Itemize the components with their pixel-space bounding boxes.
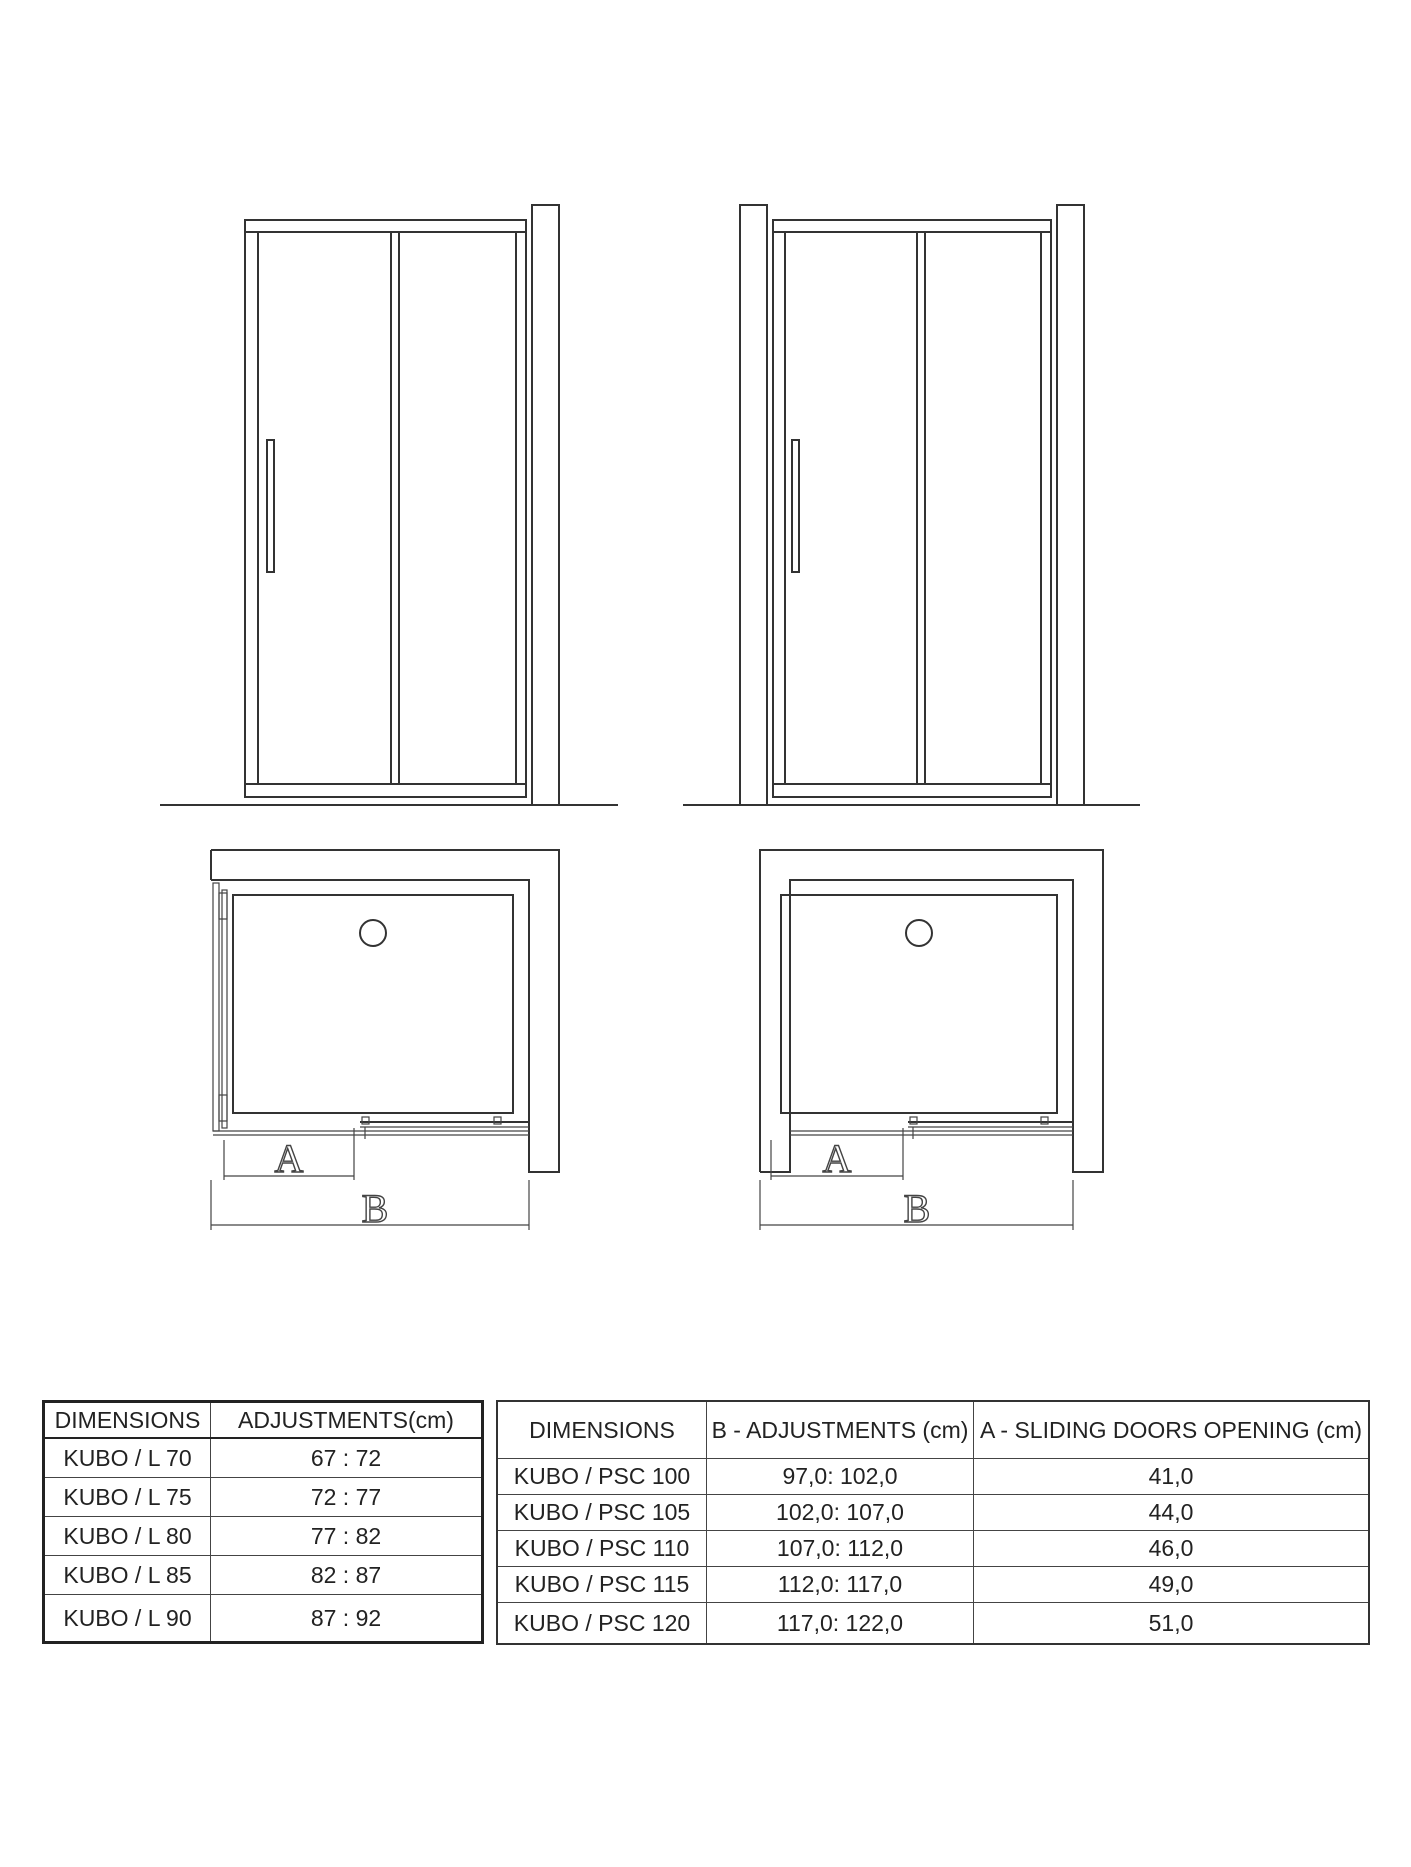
cell-adjustment: 72 : 77	[211, 1478, 483, 1517]
wall-u-shape	[760, 850, 1103, 1172]
dimension-label-a: A	[822, 1136, 852, 1181]
plan-view-right	[760, 850, 1103, 1231]
cell-dimension: KUBO / L 75	[44, 1478, 211, 1517]
cell-dimension: KUBO / L 80	[44, 1517, 211, 1556]
wall-panel	[532, 205, 559, 805]
cell-b-adjustment: 102,0: 107,0	[707, 1495, 974, 1531]
table-row	[497, 1567, 1369, 1603]
cell-b-adjustment: 117,0: 122,0	[707, 1603, 974, 1645]
table-row	[44, 1595, 483, 1643]
cell-dimension: KUBO / PSC 120	[497, 1603, 707, 1645]
table-header-row	[497, 1401, 1369, 1459]
door-handle	[792, 440, 799, 572]
table-row	[44, 1478, 483, 1517]
table-row	[44, 1517, 483, 1556]
cell-a-opening: 44,0	[974, 1495, 1370, 1531]
header-dimensions: DIMENSIONS	[44, 1402, 211, 1439]
dimension-label-b: B	[361, 1186, 389, 1231]
front-elevation-right	[683, 205, 1140, 805]
table-row	[497, 1531, 1369, 1567]
shower-tray	[781, 895, 1057, 1113]
wall-panel-left	[740, 205, 767, 805]
door-handle	[267, 440, 274, 572]
wall-l-shape	[211, 850, 559, 1172]
table-row	[497, 1495, 1369, 1531]
front-elevation-left	[160, 205, 618, 805]
header-dimensions: DIMENSIONS	[497, 1401, 707, 1459]
shower-tray	[233, 895, 513, 1113]
table-row	[497, 1459, 1369, 1495]
cell-adjustment: 67 : 72	[211, 1438, 483, 1478]
drain-icon	[360, 920, 386, 946]
cell-a-opening: 49,0	[974, 1567, 1370, 1603]
table-row	[44, 1556, 483, 1595]
wall-panel-right	[1057, 205, 1084, 805]
cell-a-opening: 46,0	[974, 1531, 1370, 1567]
door-frame-inner	[258, 232, 516, 784]
header-b-adjustments: B - ADJUSTMENTS (cm)	[707, 1401, 974, 1459]
cell-dimension: KUBO / L 85	[44, 1556, 211, 1595]
header-adjustments: ADJUSTMENTS(cm)	[211, 1402, 483, 1439]
adjustments-table-l	[42, 1400, 484, 1644]
cell-b-adjustment: 107,0: 112,0	[707, 1531, 974, 1567]
door-frame-outer	[773, 220, 1051, 797]
cell-a-opening: 41,0	[974, 1459, 1370, 1495]
door-frame-inner	[785, 232, 1041, 784]
table-row	[497, 1603, 1369, 1645]
cell-adjustment: 77 : 82	[211, 1517, 483, 1556]
drain-icon	[906, 920, 932, 946]
table-header-row	[44, 1402, 483, 1439]
adjustments-table-psc	[496, 1400, 1370, 1645]
door-frame-outer	[245, 220, 526, 797]
cell-dimension: KUBO / PSC 110	[497, 1531, 707, 1567]
cell-dimension: KUBO / PSC 105	[497, 1495, 707, 1531]
table-row	[44, 1438, 483, 1478]
cell-dimension: KUBO / PSC 115	[497, 1567, 707, 1603]
cell-adjustment: 87 : 92	[310, 1604, 382, 1631]
cell-dimension: KUBO / L 70	[44, 1438, 211, 1478]
header-a-opening: A - SLIDING DOORS OPENING (cm)	[974, 1401, 1370, 1459]
cell-b-adjustment: 112,0: 117,0	[707, 1567, 974, 1603]
cell-a-opening: 51,0	[1148, 1609, 1194, 1636]
plan-view-left	[211, 850, 559, 1231]
cell-adjustment: 82 : 87	[211, 1556, 483, 1595]
cell-b-adjustment: 97,0: 102,0	[707, 1459, 974, 1495]
cell-dimension: KUBO / PSC 100	[497, 1459, 707, 1495]
cell-dimension: KUBO / L 90	[44, 1595, 211, 1643]
dimension-label-a: A	[274, 1136, 304, 1181]
dimension-label-b: B	[903, 1186, 931, 1231]
